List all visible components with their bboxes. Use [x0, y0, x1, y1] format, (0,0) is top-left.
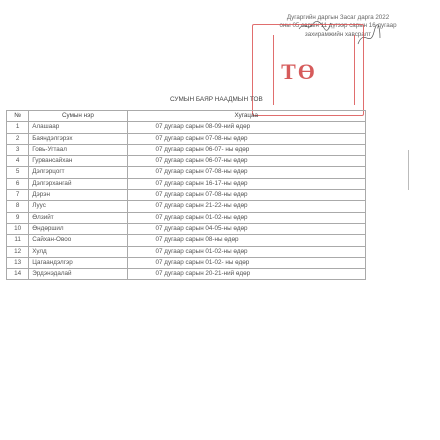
- soum-name: Луус: [29, 201, 127, 212]
- table-row: [7, 122, 366, 133]
- festival-dates: 07 дугаар сарын 20-21-ний өдөр: [127, 269, 365, 280]
- table-row: [7, 235, 366, 246]
- row-number: 14: [7, 269, 29, 280]
- row-number: 8: [7, 201, 29, 212]
- table-row: [7, 190, 366, 201]
- scan-edge-line: [408, 150, 409, 190]
- festival-dates: 07 дугаар сарын 07-08-ны өдөр: [127, 133, 365, 144]
- table-row: [7, 133, 366, 144]
- festival-dates: 07 дугаар сарын 06-07-ны өдөр: [127, 156, 365, 167]
- table-row: [7, 246, 366, 257]
- soum-name: Цагаандэлгэр: [29, 257, 127, 268]
- approval-line: Дугаргийн даргын Засаг дарга 2022: [286, 14, 390, 21]
- document-title: СУМЫН БАЯР НААДМЫН ТОВ: [170, 96, 263, 103]
- table-header-row: [7, 111, 366, 122]
- row-number: 11: [7, 235, 29, 246]
- festival-dates: 07 дугаар сарын 04-05-ны өдөр: [127, 223, 365, 234]
- soum-name: Гурвансайхан: [29, 156, 127, 167]
- festival-dates: 07 дугаар сарын 16-17-ны өдөр: [127, 178, 365, 189]
- column-header-time: Хугацаа: [127, 111, 365, 122]
- soum-name: Эрдэнэдалай: [29, 269, 127, 280]
- soum-name: Өндөршил: [29, 223, 127, 234]
- festival-dates: 07 дугаар сарын 07-08-ны өдөр: [127, 190, 365, 201]
- row-number: 6: [7, 178, 29, 189]
- table-row: [7, 156, 366, 167]
- festival-schedule-table: [6, 110, 366, 280]
- festival-dates: 07 дугаар сарын 06-07- ны өдөр: [127, 144, 365, 155]
- table-row: [7, 257, 366, 268]
- soum-name: Хулд: [29, 246, 127, 257]
- soum-name: Говь-Угтаал: [29, 144, 127, 155]
- table-row: [7, 167, 366, 178]
- table-row: [7, 201, 366, 212]
- festival-dates: 07 дугаар сарын 08-ны өдөр: [127, 235, 365, 246]
- seal-text: ТӨ: [281, 59, 317, 84]
- table-row: [7, 269, 366, 280]
- column-header-number: №: [7, 111, 29, 122]
- row-number: 1: [7, 122, 29, 133]
- approval-line: оны 05 сарын 11 дүгээр сарын 16 дугаар: [279, 22, 397, 30]
- row-number: 5: [7, 167, 29, 178]
- table-row: [7, 212, 366, 223]
- soum-name: Дэлгэрцогт: [29, 167, 127, 178]
- row-number: 12: [7, 246, 29, 257]
- row-number: 3: [7, 144, 29, 155]
- soum-name: Өлзийт: [29, 212, 127, 223]
- soum-name: Дэлгэрхангай: [29, 178, 127, 189]
- soum-name: Сайхан-Овоо: [29, 235, 127, 246]
- festival-dates: 07 дугаар сарын 07-08-ны өдөр: [127, 167, 365, 178]
- row-number: 2: [7, 133, 29, 144]
- row-number: 13: [7, 257, 29, 268]
- row-number: 4: [7, 156, 29, 167]
- festival-dates: 07 дугаар сарын 08-09-ний өдөр: [127, 122, 365, 133]
- festival-dates: 07 дугаар сарын 21-22-ны өдөр: [127, 201, 365, 212]
- row-number: 7: [7, 190, 29, 201]
- table-row: [7, 223, 366, 234]
- soum-name: Баяндэлгэрэх: [29, 133, 127, 144]
- festival-dates: 07 дугаар сарын 01-02- ны өдөр: [127, 257, 365, 268]
- festival-dates: 07 дугаар сарын 01-02-ны өдөр: [127, 212, 365, 223]
- row-number: 9: [7, 212, 29, 223]
- soum-name: Алашаар: [29, 122, 127, 133]
- soum-name: Дэрэн: [29, 190, 127, 201]
- table-row: [7, 178, 366, 189]
- column-header-soum-name: Сумын нэр: [29, 111, 127, 122]
- approval-line: захирамжийн хавсралт: [304, 30, 372, 38]
- festival-dates: 07 дугаар сарын 01-02-ны өдөр: [127, 246, 365, 257]
- official-seal: [252, 24, 364, 116]
- table-row: [7, 144, 366, 155]
- row-number: 10: [7, 223, 29, 234]
